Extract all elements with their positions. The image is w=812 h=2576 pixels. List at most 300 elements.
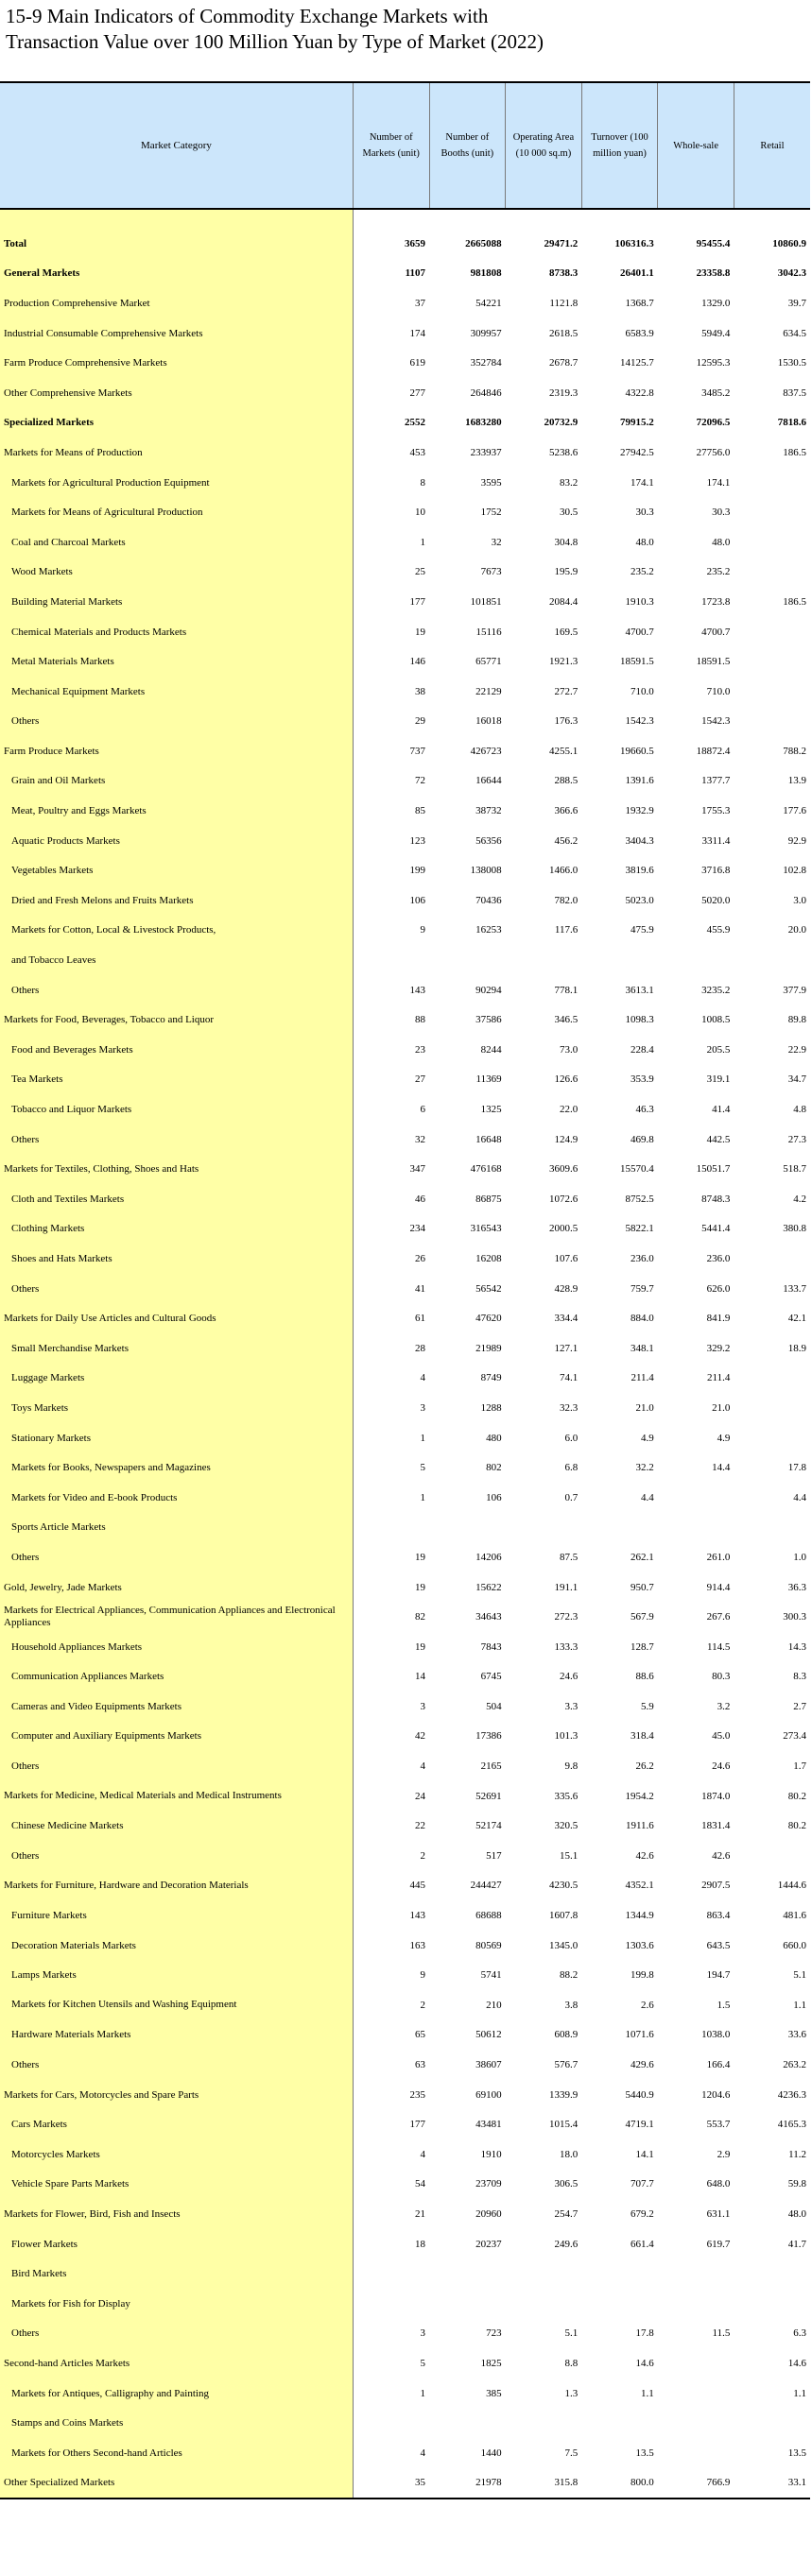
table-row — [0, 587, 810, 617]
cell-markets: 32 — [415, 1133, 426, 1145]
cell-turnover: 4352.1 — [625, 1880, 654, 1892]
cell-markets: 2552 — [405, 417, 426, 429]
cell-booths: 426723 — [470, 745, 502, 757]
cell-booths: 210 — [486, 1999, 502, 2011]
row-label: Computer and Auxiliary Equipments Markets — [0, 1722, 353, 1752]
table-row — [0, 468, 810, 498]
table-row — [0, 497, 810, 527]
row-label: Others — [0, 1125, 353, 1155]
row-label: Markets for Furniture, Hardware and Decoration Materials — [0, 1871, 353, 1901]
cell-retail — [734, 1513, 810, 1543]
table-row — [0, 1931, 810, 1961]
cell-area: 88.2 — [559, 1969, 579, 1982]
cell-area — [506, 1513, 582, 1543]
cell-area: 249.6 — [554, 2238, 579, 2250]
cell-retail: 1530.5 — [777, 357, 806, 369]
cell-booths: 43481 — [475, 2119, 502, 2131]
cell-markets: 106 — [409, 894, 426, 906]
cell-booths: 981808 — [470, 267, 502, 280]
cell-area: 6.0 — [564, 1432, 579, 1444]
cell-area: 107.6 — [554, 1252, 579, 1264]
table-row — [0, 1602, 810, 1632]
cell-wholesale: 766.9 — [658, 2468, 734, 2499]
cell-area: 304.8 — [554, 536, 579, 548]
table-row — [0, 1871, 810, 1901]
cell-retail — [734, 707, 810, 737]
cell-turnover: 3404.3 — [625, 834, 654, 847]
cell-retail: 80.2 — [787, 1790, 806, 1802]
cell-markets: 6 — [420, 1104, 426, 1116]
cell-wholesale: 1542.3 — [701, 715, 731, 728]
cell-markets — [353, 1513, 429, 1543]
cell-wholesale: 626.0 — [706, 1282, 731, 1295]
cell-retail — [734, 527, 810, 558]
cell-area: 315.8 — [506, 2468, 582, 2499]
cell-booths: 50612 — [475, 2029, 502, 2041]
table-row — [0, 1513, 810, 1543]
cell-wholesale: 5949.4 — [701, 327, 731, 339]
cell-turnover: 661.4 — [631, 2238, 654, 2250]
cell-turnover: 3613.1 — [625, 984, 654, 996]
cell-retail: 4.8 — [793, 1104, 806, 1116]
row-label: Clothing Markets — [0, 1214, 353, 1245]
cell-area: 288.5 — [554, 775, 579, 787]
cell-area: 195.9 — [554, 566, 579, 578]
table-row — [0, 2170, 810, 2200]
cell-retail: 4.4 — [793, 1491, 806, 1503]
table-row — [0, 2408, 810, 2438]
cell-turnover: 1071.6 — [625, 2029, 654, 2041]
row-label: Markets for Others Second-hand Articles — [0, 2438, 353, 2468]
cell-retail: 14.6 — [787, 2357, 806, 2369]
cell-turnover: 5822.1 — [625, 1223, 654, 1235]
cell-area: 2084.4 — [548, 595, 579, 608]
row-label: Cars Markets — [0, 2109, 353, 2139]
cell-booths: 86875 — [475, 1193, 502, 1205]
cell-markets: 177 — [409, 595, 426, 608]
cell-booths: 244427 — [470, 1880, 502, 1892]
cell-area: 101.3 — [554, 1730, 579, 1743]
cell-wholesale: 72096.5 — [696, 417, 731, 429]
cell-area: 2678.7 — [548, 357, 579, 369]
cell-turnover: 15570.4 — [620, 1163, 654, 1176]
cell-turnover: 348.1 — [631, 1342, 654, 1354]
table-row — [0, 2438, 810, 2468]
cell-markets: 3 — [420, 1700, 426, 1712]
cell-markets — [353, 945, 429, 975]
table-row — [0, 2050, 810, 2080]
cell-retail: 42.1 — [787, 1313, 806, 1325]
cell-markets: 1107 — [405, 267, 426, 280]
row-label: Building Material Markets — [0, 587, 353, 617]
cell-retail: 186.5 — [783, 446, 806, 458]
cell-markets: 29 — [415, 715, 426, 728]
cell-booths: 20237 — [475, 2238, 502, 2250]
cell-area: 22.0 — [559, 1104, 579, 1116]
cell-turnover: 800.0 — [581, 2468, 658, 2499]
cell-area: 1466.0 — [548, 865, 579, 877]
cell-wholesale: 211.4 — [707, 1372, 731, 1384]
table-row — [0, 318, 810, 349]
cell-booths: 504 — [486, 1700, 502, 1712]
cell-booths: 7673 — [480, 566, 502, 578]
row-label: Sports Article Markets — [0, 1513, 353, 1543]
cell-area: 1.3 — [564, 2387, 579, 2399]
table-row — [0, 885, 810, 916]
cell-markets: 54 — [415, 2178, 426, 2190]
header-retail: Retail — [734, 82, 810, 209]
cell-markets: 82 — [415, 1611, 426, 1623]
cell-turnover: 21.0 — [635, 1401, 654, 1414]
row-label: Markets for Food, Beverages, Tobacco and Liquor — [0, 1005, 353, 1035]
cell-booths: 11369 — [475, 1073, 502, 1086]
cell-wholesale: 3716.8 — [701, 865, 731, 877]
header-category: Market Category — [0, 82, 353, 209]
table-row — [0, 1184, 810, 1214]
cell-area: 576.7 — [554, 2059, 579, 2071]
cell-booths: 80569 — [475, 1939, 502, 1951]
cell-booths: 52691 — [475, 1790, 502, 1802]
cell-booths: 264846 — [470, 386, 502, 399]
cell-retail: 89.8 — [787, 1014, 806, 1026]
cell-turnover: 79915.2 — [620, 417, 654, 429]
table-row — [0, 1900, 810, 1931]
cell-area: 2000.5 — [548, 1223, 579, 1235]
title-line-2: Transaction Value over 100 Million Yuan by Type of Market (2022) — [6, 30, 544, 53]
row-label: Others — [0, 2319, 353, 2349]
cell-markets: 3659 — [405, 237, 426, 249]
cell-markets: 14 — [415, 1671, 426, 1683]
cell-markets: 22 — [415, 1820, 426, 1832]
cell-wholesale: 18591.5 — [696, 656, 731, 668]
cell-turnover: 174.1 — [631, 476, 654, 489]
cell-booths: 16644 — [475, 775, 502, 787]
cell-booths: 8244 — [480, 1043, 502, 1056]
cell-area: 8.8 — [564, 2357, 579, 2369]
cell-retail: 1.7 — [793, 1760, 806, 1773]
cell-area: 456.2 — [554, 834, 579, 847]
cell-retail: 22.9 — [787, 1043, 806, 1056]
cell-booths: 1910 — [480, 2148, 502, 2160]
cell-area: 1015.4 — [548, 2119, 579, 2131]
row-label: Tobacco and Liquor Markets — [0, 1094, 353, 1125]
row-label: Production Comprehensive Market — [0, 288, 353, 318]
cell-turnover: 42.6 — [635, 1849, 654, 1862]
cell-retail — [734, 677, 810, 707]
cell-retail — [734, 1364, 810, 1394]
cell-retail: 20.0 — [787, 924, 806, 936]
table-row — [0, 1035, 810, 1065]
table-row — [0, 1125, 810, 1155]
cell-retail — [734, 209, 810, 229]
cell-wholesale: 841.9 — [706, 1313, 731, 1325]
cell-wholesale: 12595.3 — [696, 357, 731, 369]
cell-wholesale: 194.7 — [706, 1969, 731, 1982]
cell-markets: 4 — [420, 1372, 426, 1384]
row-label: and Tobacco Leaves — [0, 945, 353, 975]
table-row — [0, 229, 810, 259]
cell-wholesale: 319.1 — [706, 1073, 731, 1086]
cell-markets: 1 — [420, 2387, 426, 2399]
cell-retail — [734, 1393, 810, 1423]
row-label: Markets for Daily Use Articles and Cultural Goods — [0, 1303, 353, 1333]
cell-turnover: 707.7 — [631, 2178, 654, 2190]
cell-wholesale: 4700.7 — [701, 626, 731, 638]
header-markets: Number of Markets (unit) — [353, 82, 429, 209]
cell-markets: 146 — [409, 656, 426, 668]
cell-area: 124.9 — [554, 1133, 579, 1145]
cell-markets: 61 — [415, 1313, 426, 1325]
cell-retail — [734, 945, 810, 975]
cell-retail: 273.4 — [783, 1730, 806, 1743]
cell-retail: 92.9 — [787, 834, 806, 847]
cell-markets: 19 — [415, 1581, 426, 1593]
cell-area: 24.6 — [559, 1671, 579, 1683]
cell-area: 8738.3 — [548, 267, 579, 280]
row-label: Communication Appliances Markets — [0, 1662, 353, 1692]
cell-booths: 65771 — [475, 656, 502, 668]
cell-turnover: 884.0 — [631, 1313, 654, 1325]
cell-turnover: 4.4 — [641, 1491, 654, 1503]
row-label: Wood Markets — [0, 558, 353, 588]
row-label: Motorcycles Markets — [0, 2139, 353, 2170]
cell-turnover: 1391.6 — [625, 775, 654, 787]
row-label: Dried and Fresh Melons and Fruits Markets — [0, 885, 353, 916]
cell-booths: 352784 — [470, 357, 502, 369]
cell-wholesale — [658, 1483, 734, 1513]
cell-area: 29471.2 — [544, 237, 579, 249]
row-label: Meat, Poultry and Eggs Markets — [0, 796, 353, 826]
cell-booths: 723 — [486, 2327, 502, 2340]
cell-retail: 481.6 — [783, 1910, 806, 1922]
cell-wholesale: 8748.3 — [701, 1193, 731, 1205]
table-row — [0, 1303, 810, 1333]
cell-wholesale: 648.0 — [706, 2178, 731, 2190]
cell-booths: 106 — [486, 1491, 502, 1503]
cell-markets: 21 — [415, 2207, 426, 2220]
cell-booths: 6745 — [480, 1671, 502, 1683]
row-label: Markets for Medicine, Medical Materials and Medical Instruments — [0, 1781, 353, 1812]
cell-wholesale: 1755.3 — [701, 805, 731, 817]
cell-retail — [734, 2289, 810, 2319]
cell-area: 4230.5 — [548, 1880, 579, 1892]
cell-area: 87.5 — [559, 1551, 579, 1563]
table-row — [0, 527, 810, 558]
cell-retail — [734, 497, 810, 527]
row-label: Chinese Medicine Markets — [0, 1811, 353, 1841]
table-row — [0, 2109, 810, 2139]
cell-area: 18.0 — [559, 2148, 579, 2160]
cell-markets: 27 — [415, 1073, 426, 1086]
cell-markets — [353, 2289, 429, 2319]
cell-wholesale: 45.0 — [712, 1730, 731, 1743]
cell-area: 428.9 — [554, 1282, 579, 1295]
cell-retail: 34.7 — [787, 1073, 806, 1086]
cell-wholesale: 267.6 — [706, 1611, 731, 1623]
table-row — [0, 916, 810, 946]
row-label: Aquatic Products Markets — [0, 826, 353, 856]
cell-wholesale: 114.5 — [707, 1640, 731, 1653]
cell-retail: 300.3 — [783, 1611, 806, 1623]
cell-booths: 69100 — [475, 2088, 502, 2101]
cell-markets: 2 — [420, 1849, 426, 1862]
cell-markets: 26 — [415, 1252, 426, 1264]
cell-turnover: 13.5 — [635, 2447, 654, 2459]
cell-markets: 5 — [420, 1462, 426, 1474]
cell-area: 778.1 — [554, 984, 579, 996]
cell-turnover: 88.6 — [635, 1671, 654, 1683]
table-row — [0, 1632, 810, 1662]
table-row — [0, 438, 810, 468]
row-label: Specialized Markets — [0, 408, 353, 438]
table-row — [0, 2258, 810, 2289]
cell-markets: 85 — [415, 805, 426, 817]
row-label: Farm Produce Markets — [0, 736, 353, 766]
cell-wholesale — [658, 2258, 734, 2289]
cell-turnover: 235.2 — [631, 566, 654, 578]
cell-turnover: 1910.3 — [625, 595, 654, 608]
table-row — [0, 1841, 810, 1871]
table-row — [0, 1333, 810, 1364]
row-label: Bird Markets — [0, 2258, 353, 2289]
cell-markets: 737 — [409, 745, 426, 757]
cell-area: 83.2 — [559, 476, 579, 489]
cell-booths: 316543 — [470, 1223, 502, 1235]
cell-markets: 174 — [409, 327, 426, 339]
title-line-1: 15-9 Main Indicators of Commodity Exchange Markets with — [6, 5, 489, 27]
cell-turnover: 1098.3 — [625, 1014, 654, 1026]
cell-area: 366.6 — [554, 805, 579, 817]
cell-wholesale — [658, 2379, 734, 2409]
cell-booths: 38732 — [475, 805, 502, 817]
cell-markets: 453 — [409, 446, 426, 458]
cell-wholesale: 42.6 — [712, 1849, 731, 1862]
cell-turnover: 106316.3 — [614, 237, 654, 249]
cell-retail: 263.2 — [783, 2059, 806, 2071]
table-row — [0, 1990, 810, 2020]
cell-wholesale: 166.4 — [706, 2059, 731, 2071]
cell-retail: 8.3 — [793, 1671, 806, 1683]
cell-markets: 19 — [415, 1551, 426, 1563]
header-row — [0, 82, 810, 209]
row-label: Others — [0, 1274, 353, 1304]
cell-wholesale: 1204.6 — [701, 2088, 731, 2101]
cell-area: 782.0 — [554, 894, 579, 906]
cell-turnover: 228.4 — [631, 1043, 654, 1056]
cell-retail — [734, 1244, 810, 1274]
table-row — [0, 1692, 810, 1722]
table-header — [0, 82, 810, 209]
cell-booths: 802 — [486, 1462, 502, 1474]
cell-booths: 101851 — [470, 595, 502, 608]
cell-area: 6.8 — [564, 1462, 579, 1474]
row-label: Markets for Cotton, Local & Livestock Products, — [0, 916, 353, 946]
cell-wholesale: 14.4 — [712, 1462, 731, 1474]
cell-turnover: 1344.9 — [625, 1910, 654, 1922]
cell-booths: 34643 — [475, 1611, 502, 1623]
cell-booths: 1440 — [480, 2447, 502, 2459]
cell-booths: 15622 — [475, 1581, 502, 1593]
table-row — [0, 1244, 810, 1274]
cell-markets: 88 — [415, 1014, 426, 1026]
cell-wholesale: 236.0 — [706, 1252, 731, 1264]
cell-area: 254.7 — [554, 2207, 579, 2220]
cell-wholesale: 24.6 — [712, 1760, 731, 1773]
cell-markets: 1 — [420, 1432, 426, 1444]
cell-wholesale: 3485.2 — [701, 386, 731, 399]
table-row — [0, 209, 810, 229]
cell-wholesale: 2907.5 — [701, 1880, 731, 1892]
cell-booths: 476168 — [470, 1163, 502, 1176]
cell-wholesale: 442.5 — [706, 1133, 731, 1145]
row-label: Cloth and Textiles Markets — [0, 1184, 353, 1214]
table-row — [0, 1154, 810, 1184]
row-label: Flower Markets — [0, 2229, 353, 2259]
cell-retail: 837.5 — [783, 386, 806, 399]
cell-turnover: 710.0 — [631, 685, 654, 697]
cell-wholesale: 11.5 — [712, 2327, 731, 2340]
cell-booths: 38607 — [475, 2059, 502, 2071]
cell-markets: 23 — [415, 1043, 426, 1056]
row-label: General Markets — [0, 259, 353, 289]
cell-booths: 1683280 — [465, 417, 502, 429]
cell-retail: 33.1 — [734, 2468, 810, 2499]
cell-retail: 48.0 — [787, 2207, 806, 2220]
cell-retail: 14.3 — [787, 1640, 806, 1653]
cell-wholesale — [658, 2408, 734, 2438]
cell-wholesale: 619.7 — [706, 2238, 731, 2250]
cell-markets: 4 — [420, 2148, 426, 2160]
cell-turnover: 1954.2 — [625, 1790, 654, 1802]
cell-markets: 35 — [353, 2468, 429, 2499]
table-row — [0, 855, 810, 885]
row-label: Gold, Jewelry, Jade Markets — [0, 1572, 353, 1603]
row-label: Shoes and Hats Markets — [0, 1244, 353, 1274]
cell-retail: 4236.3 — [777, 2088, 806, 2101]
row-label: Markets for Kitchen Utensils and Washing Equipment — [0, 1990, 353, 2020]
cell-turnover: 6583.9 — [625, 327, 654, 339]
cell-wholesale: 710.0 — [706, 685, 731, 697]
cell-retail: 2.7 — [793, 1700, 806, 1712]
cell-retail — [734, 2408, 810, 2438]
cell-area: 3.3 — [564, 1700, 579, 1712]
cell-wholesale: 3311.4 — [701, 834, 731, 847]
cell-wholesale: 27756.0 — [696, 446, 731, 458]
cell-wholesale: 553.7 — [706, 2119, 731, 2131]
table-row — [0, 408, 810, 438]
cell-wholesale — [658, 945, 734, 975]
cell-retail: 3042.3 — [777, 267, 806, 280]
cell-retail — [734, 468, 810, 498]
header-wholesale: Whole-sale — [658, 82, 734, 209]
cell-booths: 14206 — [475, 1551, 502, 1563]
cell-wholesale: 455.9 — [706, 924, 731, 936]
row-label: Second-hand Articles Markets — [0, 2348, 353, 2379]
row-label: Markets for Antiques, Calligraphy and Painting — [0, 2379, 353, 2409]
row-label: Toys Markets — [0, 1393, 353, 1423]
cell-wholesale: 1.5 — [717, 1999, 731, 2011]
cell-turnover: 5023.0 — [625, 894, 654, 906]
cell-turnover: 759.7 — [631, 1282, 654, 1295]
cell-area: 1345.0 — [548, 1939, 579, 1951]
cell-booths: 52174 — [475, 1820, 502, 1832]
cell-wholesale: 21.0 — [712, 1401, 731, 1414]
cell-area: 1121.8 — [549, 297, 579, 309]
table-row — [0, 1722, 810, 1752]
cell-booths: 22129 — [475, 685, 502, 697]
cell-retail: 13.9 — [787, 775, 806, 787]
cell-booths: 90294 — [475, 984, 502, 996]
